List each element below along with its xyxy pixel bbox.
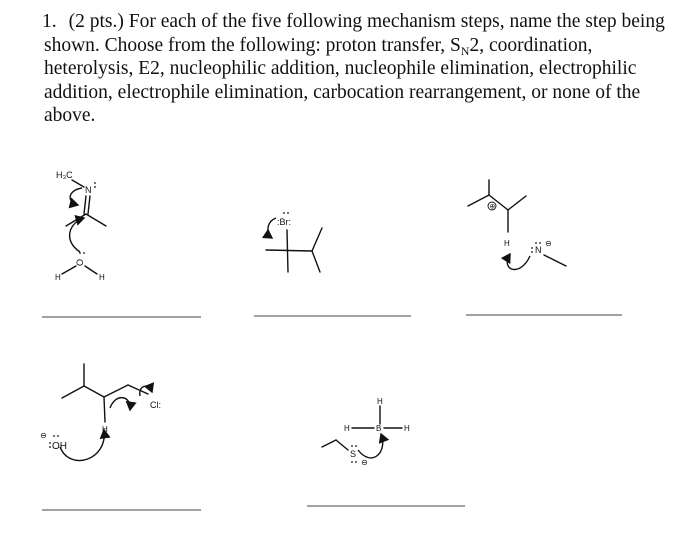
- mech2-bond: [312, 251, 320, 272]
- mech3-lone-pair: [539, 242, 541, 244]
- mech1-lone-pair: [83, 252, 85, 254]
- mechanism-5: [322, 397, 410, 467]
- question-text-part2: 2, coordination, heterolysis, E2, nucleophilic addition, nucleophile elimination, electrophilic addition, electrophile elimination, carbocation rearrangement, or none of the above.: [44, 34, 641, 126]
- mech3-lone-pair: [531, 247, 533, 249]
- mech1-o-label: O: [75, 258, 85, 266]
- mech5-h-label: H: [377, 397, 383, 406]
- mech1-h-label: H: [55, 273, 61, 282]
- mech3-bond: [468, 195, 489, 206]
- mech3-n-label: N: [535, 245, 542, 255]
- mech1-bond: [72, 180, 84, 187]
- mech1-bond: [62, 266, 76, 274]
- mech5-minus-label: ⊖: [361, 458, 368, 467]
- mech1-bond: [86, 214, 106, 226]
- mech3-plus-label: ⊕: [489, 203, 496, 211]
- mech1-bond: [85, 266, 97, 274]
- mech4-bond: [104, 385, 128, 397]
- mech1-double-bond: [88, 196, 90, 214]
- mech5-b-label: B: [376, 424, 382, 433]
- mech5-lone-pair: [355, 461, 357, 463]
- sn-subscript: N: [460, 43, 470, 58]
- mech1-n-label: N: [85, 185, 92, 195]
- question-text-part1: (2 pts.) For each of the five following mechanism steps, name the step being shown. Choose from the following: proton transfer, S: [44, 11, 665, 56]
- mech3-bond: [544, 255, 566, 266]
- mech5-s-label: S: [350, 449, 357, 459]
- mech4-arrow: [110, 398, 130, 410]
- mech4-bond: [62, 386, 84, 398]
- question-number: 1.: [42, 11, 57, 32]
- mech4-h-label: H: [102, 425, 108, 434]
- mech3-bond: [508, 196, 526, 210]
- mechanism-3: [468, 180, 566, 269]
- mech3-h-label: H: [504, 239, 510, 248]
- mech2-br-label: :Br:: [277, 217, 292, 227]
- mechanism-4: [40, 364, 161, 461]
- mech4-bond: [104, 397, 105, 422]
- mech5-h-label: H: [404, 424, 410, 433]
- mech1-double-bond: [84, 196, 86, 214]
- mech2-bond: [266, 250, 312, 251]
- mech4-lone-pair: [53, 435, 55, 437]
- mech4-lone-pair: [57, 435, 59, 437]
- mech4-minus-label: ⊖: [40, 431, 47, 440]
- mech2-lone-pair: [283, 212, 285, 214]
- mech1-bond: [66, 214, 86, 226]
- mech4-oh-label: OH: [52, 441, 67, 452]
- mech1-lone-pair: [94, 182, 96, 184]
- mechanism-2: [266, 212, 322, 272]
- mech4-lone-pair: [49, 446, 51, 448]
- mech2-arrow: [268, 218, 276, 238]
- mech5-bond: [322, 440, 336, 447]
- mech5-bond: [336, 440, 348, 450]
- mech2-bond: [312, 228, 322, 251]
- mech4-cl-label: Cl:: [150, 400, 161, 410]
- mechanism-1: [55, 170, 106, 282]
- mech1-arrow: [70, 188, 82, 205]
- mech5-h-label: H: [344, 424, 350, 433]
- mech5-lone-pair: [351, 461, 353, 463]
- mech1-lone-pair: [94, 186, 96, 188]
- mech5-lone-pair: [355, 445, 357, 447]
- mech3-minus-label: ⊖: [545, 239, 552, 248]
- mech5-lone-pair: [351, 445, 353, 447]
- mech1-h-label: H: [99, 273, 105, 282]
- mech1-h3c-label: H₃C: [56, 170, 73, 180]
- mech5-arrow: [358, 434, 383, 458]
- mech3-lone-pair: [531, 251, 533, 253]
- mech3-arrow: [507, 254, 530, 269]
- mech3-lone-pair: [535, 242, 537, 244]
- mech4-bond: [84, 386, 104, 397]
- mech1-lone-pair: [79, 252, 81, 254]
- mech4-lone-pair: [49, 442, 51, 444]
- mech2-lone-pair: [287, 212, 289, 214]
